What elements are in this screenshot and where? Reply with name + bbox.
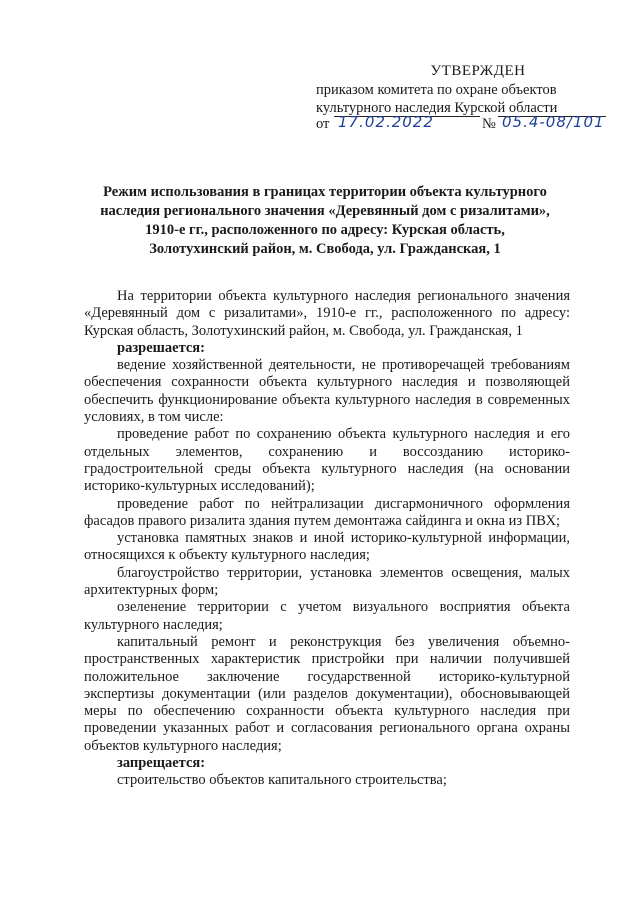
intro-paragraph: На территории объекта культурного наследия регионального значения «Деревянный дом с ризалитами», 1910-е гг., расположенного по адресу: Курская область, Золотухинский район, м. Свобода, ул. Гражданская, 1 [84,288,570,339]
title-line-3: 1910-е гг., расположенного по адресу: Курская область, [145,222,505,238]
allowed-item: капитальный ремонт и реконструкция без увеличения объемно-пространственных характеристик пристройки при наличии получившей положительное заключение государственной историко-культурной экспертизы документации (или разделов документации), обосновывающей меры по обеспечению сохранности объекта культурного наследия при проведении указанных работ и согласования регионального органа охраны объектов культурного наследия; [84,633,570,754]
forbidden-header: запрещается: [117,755,206,772]
title-line-4: Золотухинский район, м. Свобода, ул. Гражданская, 1 [149,241,501,257]
allowed-item: благоустройство территории, установка элементов освещения, малых архитектурных форм; [84,564,570,599]
approval-stamp [316,62,616,118]
allowed-item: проведение работ по сохранению объекта культурного наследия и его отдельных элементов, сохранению и воссозданию историко-градостроительной среды объекта культурного наследия (на основании историко-культурных исследований); [84,426,570,495]
title-line-1: Режим использования в границах территории объекта культурного [103,184,547,200]
approved-heading: УТВЕРЖДЕН [430,63,526,79]
from-label: от [316,116,330,132]
title-line-2: наследия регионального значения «Деревянный дом с ризалитами», [100,203,550,219]
allowed-item: озеленение территории с учетом визуального восприятия объекта культурного наследия; [84,599,570,633]
document-body [84,288,570,790]
allowed-item: проведение работ по нейтрализации дисгармоничного оформления фасадов правого ризалита здания путем демонтажа сайдинга и окна из ПВХ; [84,495,570,529]
approval-line-2: культурного наследия Курской области [316,100,558,116]
allowed-header: разрешается: [117,339,205,356]
document-title [80,183,570,259]
approval-line-1: приказом комитета по охране объектов [316,81,557,98]
allowed-item: установка памятных знаков и иной историко-культурной информации, относящихся к объекту культурного наследия; [84,530,570,564]
forbidden-item: строительство объектов капитального строительства; [117,772,447,789]
number-label: № [482,116,496,132]
handwritten-date: 17.02.2022 [338,113,434,131]
allowed-item: ведение хозяйственной деятельности, не противоречащей требованиям обеспечения сохранности объекта культурного наследия и позволяющей обеспечить функционирование объекта культурного наследия в современных условиях, в том числе: [84,357,570,426]
handwritten-number: 05.4-08/101 [502,113,605,131]
order-date-number-line [316,115,616,137]
